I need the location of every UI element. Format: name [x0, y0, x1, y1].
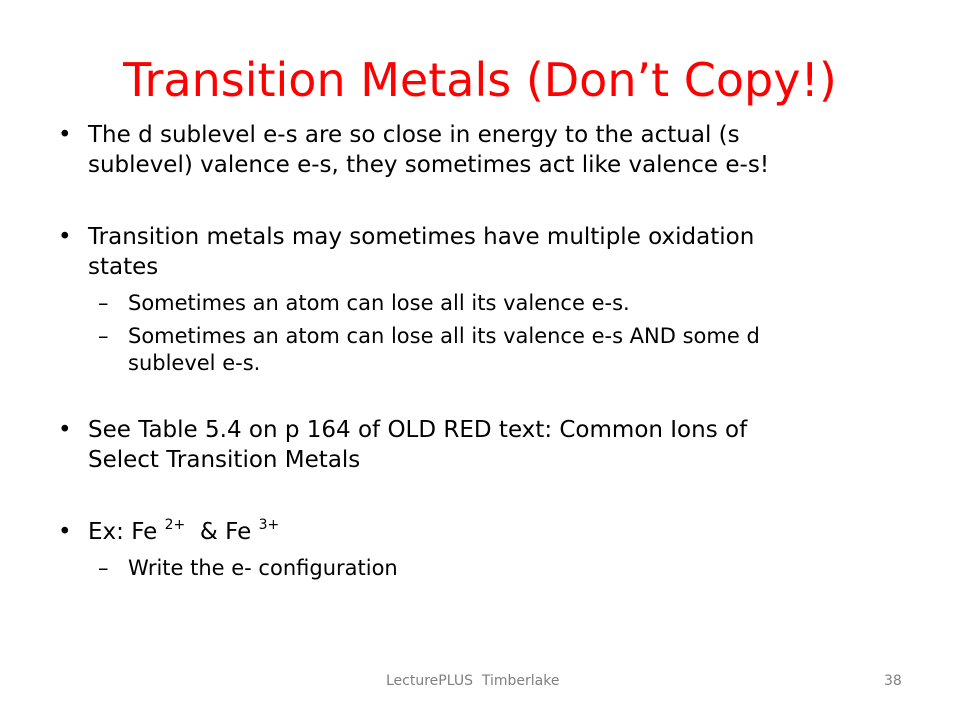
footer-credit: LecturePLUS Timberlake	[386, 673, 560, 689]
fe-example-line	[88, 517, 918, 547]
fe-prefix: Ex: Fe	[88, 519, 165, 545]
sub-bullet-line: sublevel e-s.	[128, 351, 261, 375]
bullet-glyph: •	[58, 417, 72, 443]
slide-title: Transition Metals (Don’t Copy!)	[123, 53, 837, 107]
slide-content	[58, 120, 918, 582]
bullet-line: sublevel) valence e-s, they sometimes act like valence e-s!	[88, 152, 770, 178]
dash-glyph: –	[98, 291, 109, 315]
bullet-line: states	[88, 254, 159, 280]
bullet-d-sublevel	[58, 120, 918, 180]
bullet-line: The d sublevel e-s are so close in energy to the actual (s	[88, 122, 740, 148]
sub-bullet-line: Sometimes an atom can lose all its valence e-s.	[128, 291, 630, 315]
slide-number: 38	[884, 673, 902, 689]
sub-bullet-line: Sometimes an atom can lose all its valence e-s AND some d	[128, 324, 760, 348]
sub-bullet-lose-valence	[58, 290, 918, 317]
sub-bullet-lose-d-sublevel	[58, 323, 918, 377]
bullet-glyph: •	[58, 122, 72, 148]
sub-bullet-write-configuration	[58, 555, 918, 582]
dash-glyph: –	[98, 556, 109, 580]
bullet-line: Select Transition Metals	[88, 447, 361, 473]
sub-bullet-line: Write the e- configuration	[128, 556, 398, 580]
bullet-line: Transition metals may sometimes have multiple oxidation	[88, 224, 755, 250]
bullet-oxidation-states	[58, 222, 918, 282]
fe-charge-3: 3+	[258, 517, 280, 533]
fe-middle: & Fe	[185, 519, 259, 545]
bullet-fe-example	[58, 517, 918, 547]
bullet-glyph: •	[58, 224, 72, 250]
dash-glyph: –	[98, 324, 109, 348]
fe-charge-2: 2+	[164, 517, 186, 533]
bullet-table-reference	[58, 415, 918, 475]
bullet-glyph: •	[58, 519, 72, 545]
bullet-line: See Table 5.4 on p 164 of OLD RED text: Common Ions of	[88, 417, 748, 443]
